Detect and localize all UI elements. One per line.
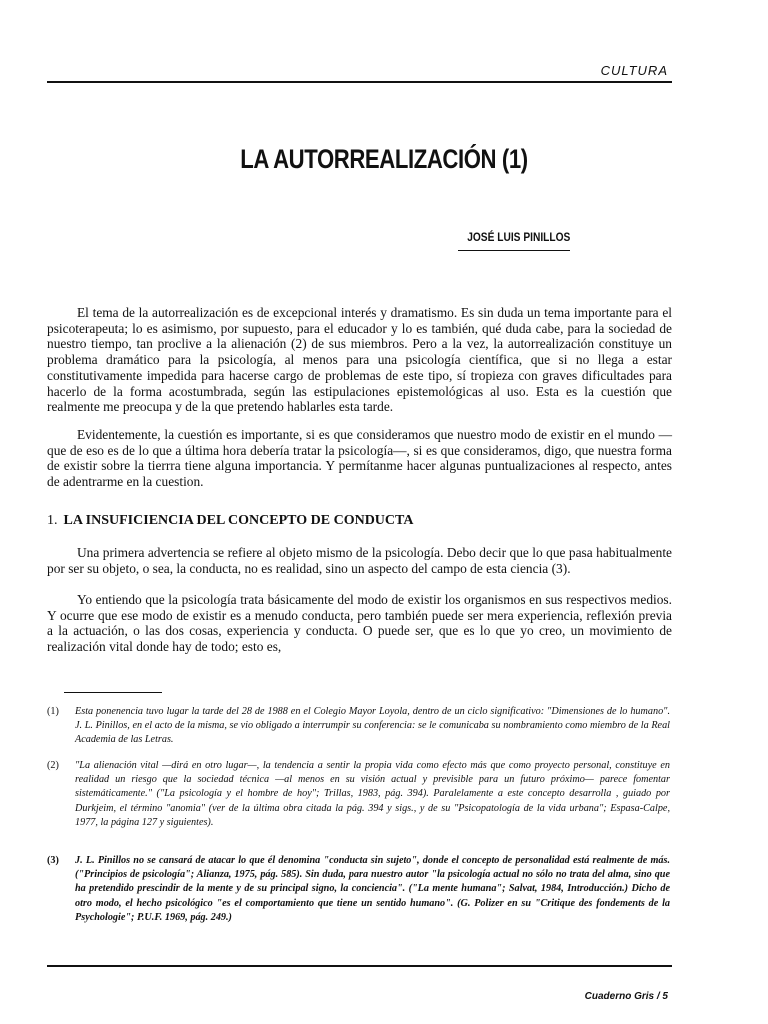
footnote-2 bbox=[47, 759, 670, 830]
paragraph-text: Una primera advertencia se refiere al objeto mismo de la psicología. Debo decir que lo que pasa habitualmente por ser su objeto, o sea, la conducta, no es realidad, sino un aspecto del campo de esta ciencia (3). bbox=[47, 545, 672, 576]
paragraph-2 bbox=[47, 427, 672, 490]
header-rule bbox=[47, 81, 672, 83]
author-name: JOSÉ LUIS PINILLOS bbox=[466, 230, 570, 244]
footer-rule bbox=[47, 965, 672, 967]
author-rule bbox=[458, 250, 570, 251]
footnote-rule bbox=[64, 692, 162, 693]
article-title: LA AUTORREALIZACIÓN (1) bbox=[240, 144, 528, 174]
footnote-marker: (3) bbox=[47, 855, 59, 866]
paragraph-4 bbox=[47, 592, 672, 655]
footnote-1 bbox=[47, 705, 670, 748]
paragraph-text: El tema de la autorrealización es de excepcional interés y dramatismo. Es sin duda un tema importante para el psicoterapeuta; lo es asimismo, por supuesto, para el educador y lo es también, qué duda cabe, para la sociedad de nuestro tiempo, tan proclive a la alienación (2) de sus miembros. Pero a la vez, la autorrealización constituye un problema dramático para la psicología, al menos para una psicología científica, que si no llega a estar constitutivamente impedida para hacerse cargo de problemas de este tipo, sí tropieza con graves dificultades para hacerlo de la forma acostumbrada, según las estipulaciones epistemológicas al uso. Esta es la cuestión que realmente me preocupa y de la que pretendo hablarles esta tarde. bbox=[47, 305, 672, 415]
footnote-marker: (1) bbox=[47, 706, 59, 717]
author-block bbox=[449, 228, 570, 251]
section-title: LA INSUFICIENCIA DEL CONCEPTO DE CONDUCTA bbox=[63, 513, 414, 528]
footnote-text: J. L. Pinillos no se cansará de atacar lo que él denomina "conducta sin sujeto", donde el concepto de personalidad está realmente de más. ("Principios de psicología"; Alianza, 1975, pág. 585). Sin duda, para nuestro autor "la psicología actual no sólo no trata del alma, sino que ha pretendido prescindir de la mente y de su principal signo, la conciencia". ("La mente humana"; Salvat, 1984, Introducción.) Dicho de otro modo, el hecho psicológico "es el comportamiento que tiene un sentido humano". (G. Polizer en su "Critique des fondements de la Psychologie"; P.U.F. 1969, pág. 249.) bbox=[75, 855, 670, 923]
paragraph-text: Evidentemente, la cuestión es importante, si es que consideramos que nuestro modo de existir en el mundo —que de eso es de lo que a última hora debería tratar la psicología—, si es que consideramos, digo, que nuestra forma de existir sobre la tierrra tiene alguna importancia. Y permítanme hacer algunas puntualizaciones al respecto, antes de adentrarme en la cuestion. bbox=[47, 427, 672, 490]
page-footer: Cuaderno Gris / 5 bbox=[584, 991, 668, 1002]
section-number: 1. bbox=[47, 513, 58, 528]
paragraph-text: Yo entiendo que la psicología trata básicamente del modo de existir los organismos en sus respectivos medios. Y ocurre que ese modo de existir es a menudo conducta, pero también puede ser mera experiencia, reflexión previa a la actuación, o las dos cosas, experiencia y conducta. O puede ser, que es lo que yo creo, un movimiento de realización vital donde hay de todo; esto es, bbox=[47, 592, 672, 655]
footnote-text: Esta ponenencia tuvo lugar la tarde del 28 de 1988 en el Colegio Mayor Loyola, dentro de un ciclo significativo: "Dimensiones de lo humano". J. L. Pinillos, en el acto de la misma, se vio obligado a interrumpir su conferencia: se le comunicaba su nombramiento como miembro de la Real Academia de las Letras. bbox=[75, 706, 670, 746]
footnote-3 bbox=[47, 854, 670, 925]
section-label: CULTURA bbox=[600, 63, 668, 78]
paragraph-3 bbox=[47, 545, 672, 576]
paragraph-1 bbox=[47, 305, 672, 415]
footnote-marker: (2) bbox=[47, 760, 59, 771]
section-heading bbox=[47, 513, 413, 529]
footnote-text: "La alienación vital —dirá en otro lugar—, la tendencia a sentir la propia vida como efecto más que como proyecto personal, constituye en realidad un riesgo que la sociedad técnica —al menos en su visión actual y previsible para un futuro próximo— parece fomentar sistemáticamente." ("La psicología y el hombre de hoy"; Trillas, 1983, pág. 394). Paralelamente a este concepto desarrolla , guiado por Durkjeim, el término "anomia" (ver de la última obra citada la pág. 394 y sigs., y de su "Psicopatología de la vida urbana"; Espasa-Calpe, 1977, la página 127 y siguientes). bbox=[75, 760, 670, 828]
